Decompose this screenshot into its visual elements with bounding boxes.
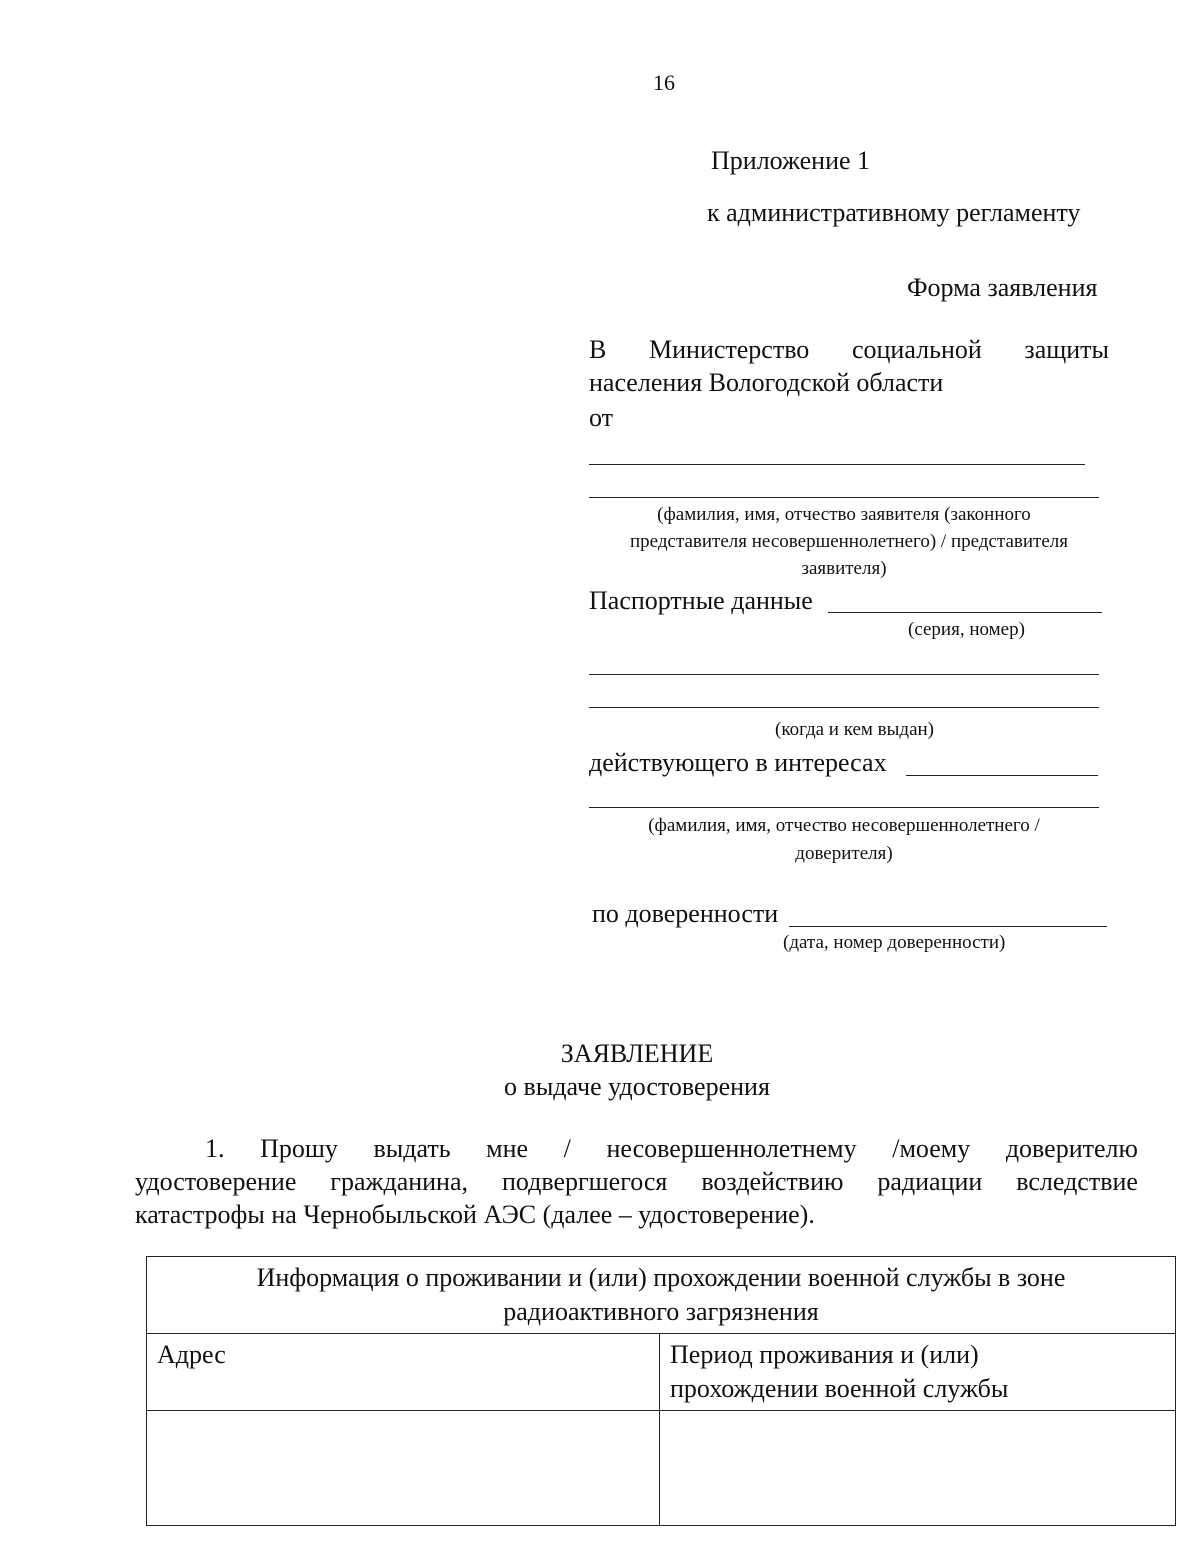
table-header-line-2: радиоактивного загрязнения (503, 1297, 819, 1326)
interests-label: действующего в интересах (589, 748, 887, 777)
paragraph-word: вследствие (1016, 1167, 1138, 1196)
paragraph-word: Прошу (260, 1134, 338, 1163)
paragraph-word: /моему (892, 1134, 971, 1163)
column-address-label: Адрес (157, 1340, 226, 1369)
proxy-caption: (дата, номер доверенности) (783, 932, 1006, 953)
paragraph-line-1 (205, 1134, 1138, 1164)
proxy-label: по доверенности (592, 899, 779, 928)
minor-name-field[interactable] (589, 807, 1099, 808)
applicant-caption-3: заявителя) (801, 558, 887, 579)
paragraph-word: гражданина, (330, 1167, 469, 1196)
paragraph-line-3: катастрофы на Чернобыльской АЭС (далее – удостоверение). (135, 1200, 815, 1229)
applicant-name-field-1[interactable] (589, 464, 1085, 465)
passport-issued-field-1[interactable] (589, 674, 1099, 675)
addressee-line-1 (589, 335, 1109, 365)
minor-caption-1: (фамилия, имя, отчество несовершеннолетнего / (648, 815, 1040, 836)
proxy-field[interactable] (789, 926, 1107, 927)
table-header-line-1: Информация о проживании и (или) прохождении военной службы в зоне (256, 1263, 1066, 1292)
applicant-name-field-2[interactable] (589, 497, 1099, 498)
addressee-word: социальной (851, 335, 982, 364)
from-label: от (589, 403, 614, 432)
paragraph-word: / (563, 1134, 571, 1163)
statement-subtitle: о выдаче удостоверения (504, 1072, 770, 1101)
passport-label: Паспортные данные (589, 586, 813, 615)
form-title: Форма заявления (907, 273, 1098, 302)
statement-title: ЗАЯВЛЕНИЕ (560, 1039, 714, 1068)
passport-caption: (серия, номер) (908, 619, 1025, 640)
addressee-word: В (589, 335, 607, 364)
residence-info-table (146, 1256, 1176, 1526)
table-header (147, 1257, 1176, 1334)
address-input-cell[interactable] (147, 1411, 660, 1526)
paragraph-word: несовершеннолетнему (606, 1134, 857, 1163)
paragraph-word: воздействию (701, 1167, 844, 1196)
paragraph-word: радиации (877, 1167, 983, 1196)
paragraph-word: мне (486, 1134, 529, 1163)
paragraph-word: 1. (205, 1134, 225, 1163)
paragraph-line-2 (135, 1167, 1138, 1197)
addressee-word: Министерство (649, 335, 810, 364)
column-period-label-1: Период проживания и (или) (670, 1340, 979, 1369)
column-header-period (660, 1334, 1176, 1411)
applicant-caption-2: представителя несовершеннолетнего) / представителя (630, 531, 1068, 552)
paragraph-word: удостоверение (135, 1167, 297, 1196)
addressee-word: защиты (1024, 335, 1109, 364)
passport-series-field[interactable] (828, 612, 1102, 613)
minor-caption-2: доверителя) (795, 843, 893, 864)
paragraph-word: выдать (373, 1134, 451, 1163)
paragraph-word: подвергшегося (501, 1167, 668, 1196)
interests-field[interactable] (906, 775, 1098, 776)
page-number: 16 (653, 70, 675, 95)
column-header-address (147, 1334, 660, 1411)
regulation-label: к административному регламенту (707, 198, 1081, 227)
passport-issued-field-2[interactable] (589, 707, 1099, 708)
applicant-caption-1: (фамилия, имя, отчество заявителя (законного (657, 504, 1031, 525)
period-input-cell[interactable] (660, 1411, 1176, 1526)
appendix-label: Приложение 1 (711, 146, 871, 175)
addressee-line-2: населения Вологодской области (589, 368, 944, 397)
issued-caption: (когда и кем выдан) (775, 719, 935, 740)
column-period-label-2: прохождении военной службы (670, 1374, 1009, 1403)
paragraph-word: доверителю (1005, 1134, 1138, 1163)
